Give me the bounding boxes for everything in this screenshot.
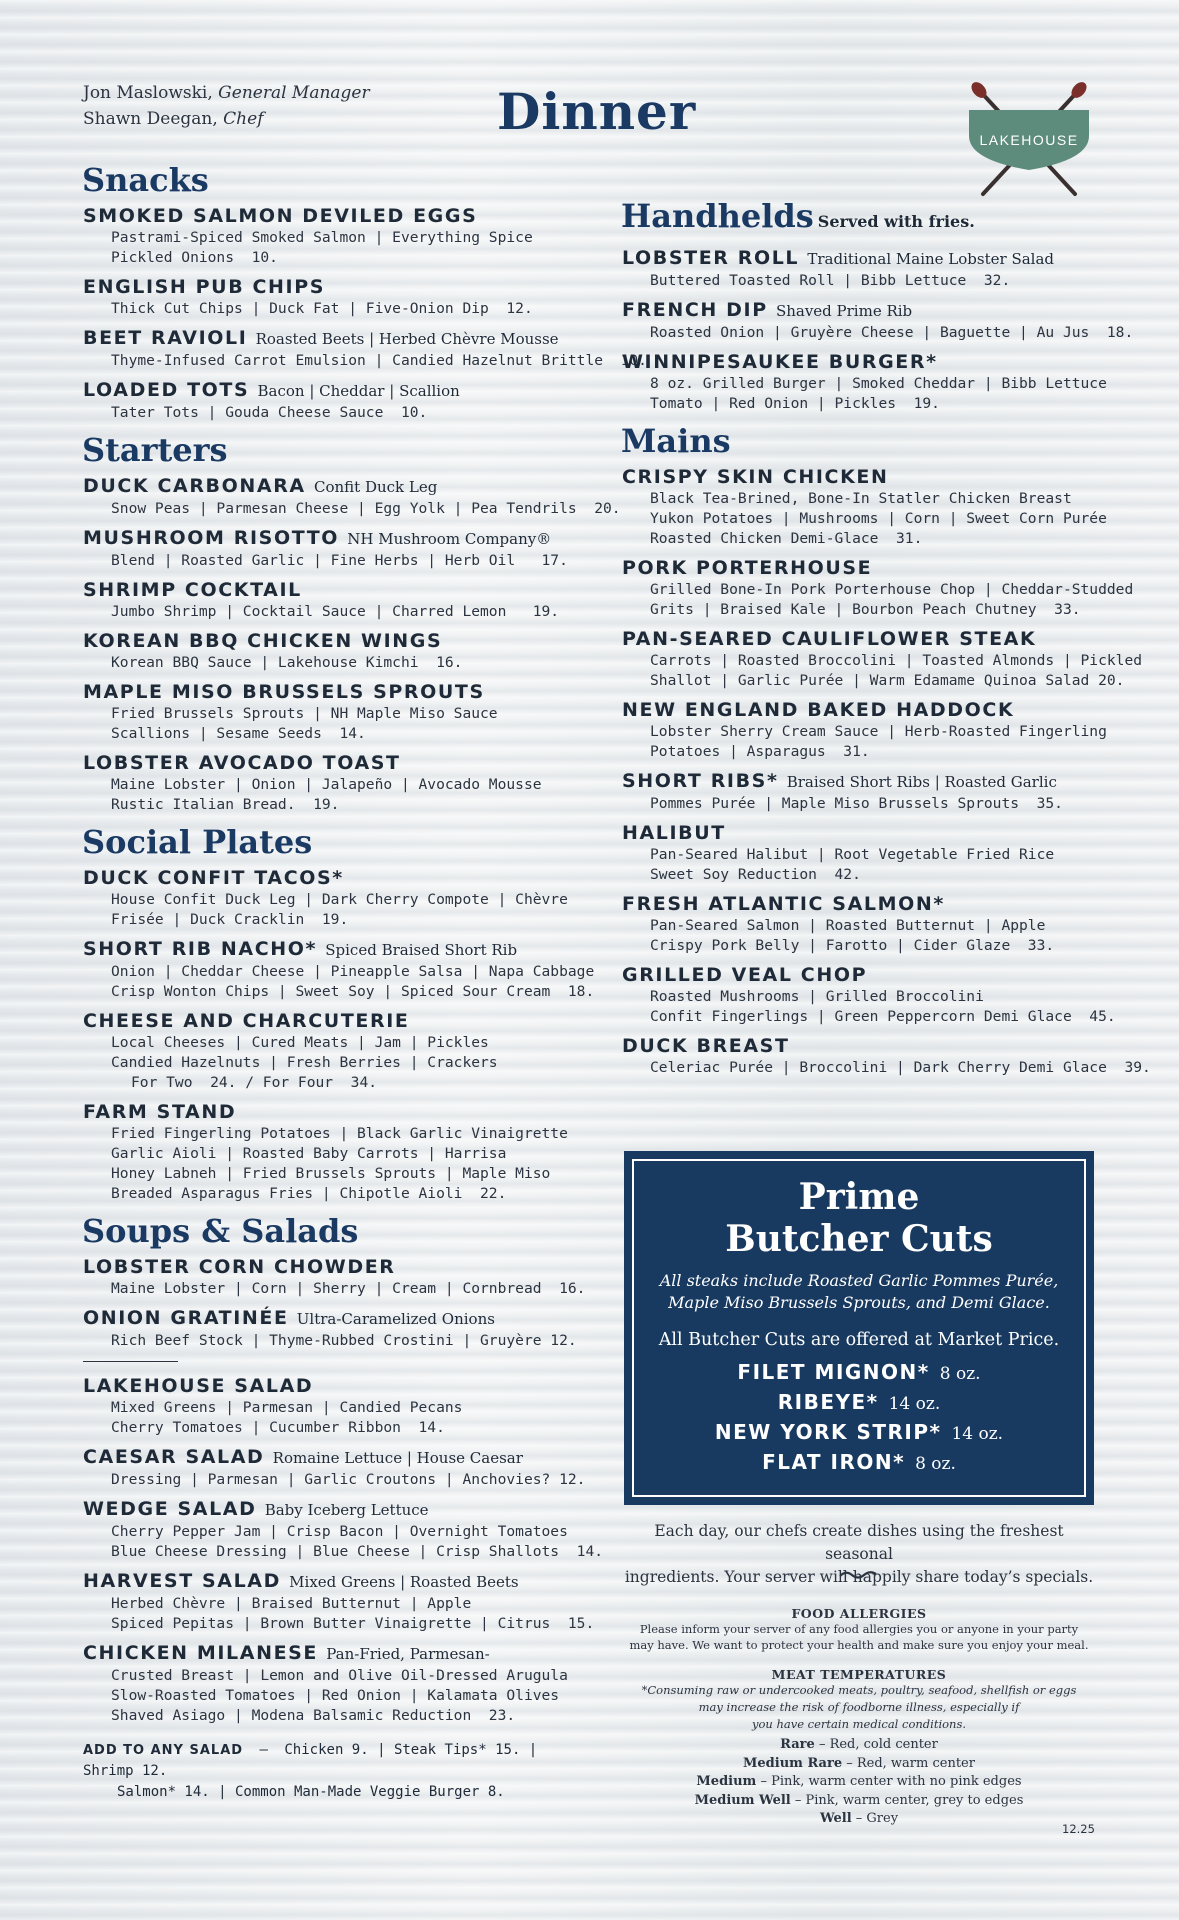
menu-item-name	[622, 246, 1102, 271]
menu-item-title: SMOKED SALMON DEVILED EGGS	[83, 205, 478, 227]
menu-item-description: Pickled Onions 10.	[111, 249, 278, 266]
menu-item-name	[83, 1374, 563, 1398]
menu-item-title: FRESH ATLANTIC SALMON*	[622, 893, 945, 915]
allergy-line-1: Please inform your server of any food allergies you or anyone in your party	[639, 1622, 1079, 1636]
menu-item-name	[622, 627, 1102, 651]
menu-item-shrimp-cocktail	[83, 578, 563, 622]
menu-item-name	[622, 298, 1102, 323]
menu-item-inline-desc: Pan-Fried, Parmesan-	[326, 1645, 490, 1663]
menu-item-inline-desc: Traditional Maine Lobster Salad	[807, 250, 1055, 268]
butcher-cuts-list	[627, 1358, 1091, 1478]
temp-title: MEAT TEMPERATURES	[771, 1667, 947, 1682]
menu-item-lakehouse-salad	[83, 1374, 563, 1438]
menu-item-name	[83, 1306, 563, 1331]
handhelds-list	[622, 246, 1134, 414]
menu-item-inline-desc: Mixed Greens | Roasted Beets	[289, 1573, 519, 1591]
menu-item-name	[622, 821, 1102, 845]
menu-item-description: Garlic Aioli | Roasted Baby Carrots | Harrisa	[111, 1145, 507, 1162]
menu-item-description: Pan-Seared Halibut | Root Vegetable Fried Rice	[650, 846, 1055, 863]
menu-item-description: Celeriac Purée | Broccolini | Dark Cherry Demi Glace 39.	[650, 1059, 1151, 1076]
menu-item-title: DUCK BREAST	[622, 1035, 790, 1057]
menu-item-name	[83, 326, 563, 351]
temp-note-1: *Consuming raw or undercooked meats, poultry, seafood, shellfish or eggs	[641, 1683, 1077, 1697]
menu-item-description: Crusted Breast | Lemon and Olive Oil-Dressed Arugula	[111, 1667, 568, 1684]
menu-item-name	[83, 526, 563, 551]
butcher-cut-weight: 14 oz.	[888, 1394, 941, 1414]
menu-item-smoked-salmon-deviled-eggs	[83, 204, 563, 268]
menu-item-description: Confit Fingerlings | Green Peppercorn Demi Glace 45.	[650, 1008, 1116, 1025]
temp-note-2: may increase the risk of foodborne illness, especially if	[698, 1700, 1020, 1714]
menu-item-description: Candied Hazelnuts | Fresh Berries | Crackers	[111, 1054, 498, 1071]
menu-item-inline-desc: Confit Duck Leg	[313, 478, 438, 496]
menu-item-description: Roasted Onion | Gruyère Cheese | Baguette | Au Jus 18.	[650, 324, 1134, 341]
menu-item-description: Slow-Roasted Tomatoes | Red Onion | Kalamata Olives	[111, 1687, 560, 1704]
temp-row-rare	[612, 1736, 1106, 1755]
menu-item-french-dip	[622, 298, 1134, 343]
menu-item-inline-desc: Roasted Beets | Herbed Chèvre Mousse	[255, 330, 559, 348]
menu-item-pan-seared-cauliflower-steak	[622, 627, 1143, 691]
butcher-cut-name: FLAT IRON*	[762, 1450, 906, 1474]
menu-item-name	[622, 963, 1102, 987]
menu-item-title: SHRIMP COCKTAIL	[83, 579, 302, 601]
menu-item-description: Grilled Bone-In Pork Porterhouse Chop | Cheddar-Studded	[650, 581, 1134, 598]
menu-item-description: Honey Labneh | Fried Brussels Sprouts | Maple Miso	[111, 1165, 551, 1182]
menu-item-title: HARVEST SALAD	[83, 1570, 281, 1592]
menu-item-title: CHICKEN MILANESE	[83, 1642, 319, 1664]
menu-item-winnipesaukee-burger	[622, 350, 1107, 414]
menu-item-description: Thyme-Infused Carrot Emulsion | Candied Hazelnut Brittle 10.	[111, 352, 647, 369]
menu-item-inline-desc: Spiced Braised Short Rib	[325, 941, 518, 959]
menu-item-cheese-and-charcuterie	[83, 1009, 563, 1093]
menu-item-short-rib-nacho	[83, 937, 595, 1002]
butcher-cut-weight: 14 oz.	[951, 1424, 1004, 1444]
left-column	[82, 160, 647, 1803]
menu-item-description: Blend | Roasted Garlic | Fine Herbs | Herb Oil 17.	[111, 552, 568, 569]
wave-divider-icon	[838, 1569, 878, 1581]
menu-item-beet-ravioli	[83, 326, 647, 371]
butcher-cut-filet-mignon	[627, 1358, 1091, 1388]
menu-item-fresh-atlantic-salmon	[622, 892, 1102, 956]
menu-item-harvest-salad	[83, 1569, 595, 1634]
menu-item-description: Crispy Pork Belly | Farotto | Cider Glaze 33.	[650, 937, 1055, 954]
menu-item-title: SHORT RIBS*	[622, 770, 779, 792]
menu-item-description: Buttered Toasted Roll | Bibb Lettuce 32.	[650, 272, 1011, 289]
temp-row-well	[612, 1810, 1106, 1829]
mains-list	[622, 465, 1151, 1078]
menu-item-name	[83, 1497, 563, 1522]
menu-item-halibut	[622, 821, 1102, 885]
menu-item-chicken-milanese	[83, 1641, 568, 1726]
menu-item-duck-confit-tacos	[83, 866, 568, 930]
butcher-cut-new-york-strip	[627, 1418, 1091, 1448]
butcher-cut-name: NEW YORK STRIP*	[714, 1420, 942, 1444]
management-credits	[83, 80, 370, 132]
menu-item-title: CRISPY SKIN CHICKEN	[622, 466, 889, 488]
chef-title: Chef	[223, 109, 264, 129]
salads-list	[83, 1374, 604, 1726]
temp-level: Rare	[780, 1737, 815, 1752]
menu-item-description: Potatoes | Asparagus 31.	[650, 743, 870, 760]
temp-description: – Pink, warm center, grey to edges	[790, 1792, 1024, 1808]
menu-item-description: Shallot | Garlic Purée | Warm Edamame Quinoa Salad 20.	[650, 672, 1125, 689]
menu-item-name	[622, 1034, 1102, 1058]
temp-level: Well	[819, 1811, 852, 1826]
menu-item-title: WINNIPESAUKEE BURGER*	[622, 351, 938, 373]
menu-item-description: Onion | Cheddar Cheese | Pineapple Salsa | Napa Cabbage	[111, 963, 595, 980]
menu-item-name	[83, 1641, 563, 1666]
menu-item-wedge-salad	[83, 1497, 604, 1562]
prime-title-line-1: Prime	[798, 1176, 920, 1218]
menu-item-loaded-tots	[83, 378, 563, 423]
section-title-handhelds	[621, 196, 1102, 242]
right-column	[621, 196, 1151, 1085]
page-title: Dinner	[497, 82, 697, 141]
menu-item-description: House Confit Duck Leg | Dark Cherry Compote | Chèvre	[111, 891, 568, 908]
handhelds-note: Served with fries.	[817, 212, 975, 231]
menu-item-title: KOREAN BBQ CHICKEN WINGS	[83, 630, 443, 652]
prime-market-price: All Butcher Cuts are offered at Market Price.	[658, 1330, 1060, 1350]
temp-row-medium-well	[612, 1792, 1106, 1811]
menu-item-pork-porterhouse	[622, 556, 1134, 620]
menu-item-title: LOADED TOTS	[83, 379, 250, 401]
menu-item-description: Crisp Wonton Chips | Sweet Soy | Spiced Sour Cream 18.	[111, 983, 595, 1000]
addon-label: ADD TO ANY SALAD	[83, 1743, 244, 1758]
prime-note	[627, 1270, 1091, 1314]
menu-item-name	[83, 474, 563, 499]
menu-item-title: WEDGE SALAD	[83, 1498, 257, 1520]
menu-item-description: Pommes Purée | Maple Miso Brussels Sprouts 35.	[650, 795, 1063, 812]
menu-item-short-ribs	[622, 769, 1102, 814]
menu-item-description: Scallions | Sesame Seeds 14.	[111, 725, 366, 742]
temp-row-medium	[612, 1773, 1106, 1792]
menu-item-inline-desc: Braised Short Ribs | Roasted Garlic	[786, 773, 1057, 791]
menu-item-name	[83, 937, 563, 962]
menu-item-english-pub-chips	[83, 275, 563, 319]
menu-item-name	[622, 892, 1102, 916]
menu-item-new-england-baked-haddock	[622, 698, 1107, 762]
temp-description: – Red, warm center	[842, 1755, 975, 1771]
butcher-cut-name: RIBEYE*	[777, 1390, 879, 1414]
menu-item-title: PORK PORTERHOUSE	[622, 557, 873, 579]
chef-name: Shawn Deegan,	[83, 109, 218, 129]
menu-item-description: Fried Fingerling Potatoes | Black Garlic Vinaigrette	[111, 1125, 568, 1142]
lakehouse-logo	[963, 82, 1095, 204]
allergy-line-2: may have. We want to protect your health and make sure you enjoy your meal.	[629, 1638, 1089, 1652]
menu-item-description: Snow Peas | Parmesan Cheese | Egg Yolk | Pea Tendrils 20.	[111, 500, 621, 517]
temp-level: Medium	[696, 1774, 757, 1789]
menu-item-name	[83, 204, 563, 228]
menu-item-title: SHORT RIB NACHO*	[83, 938, 318, 960]
menu-item-title: MAPLE MISO BRUSSELS SPROUTS	[83, 681, 485, 703]
manager-name: Jon Maslowski,	[83, 83, 213, 103]
meat-temperatures-list	[612, 1736, 1106, 1829]
menu-item-title: LOBSTER AVOCADO TOAST	[83, 752, 401, 774]
menu-item-onion-gratin-e	[83, 1306, 577, 1351]
menu-item-description: Maine Lobster | Corn | Sherry | Cream | Cornbread 16.	[111, 1280, 586, 1297]
daily-line-2: ingredients. Your server will happily share today’s specials.	[624, 1568, 1094, 1586]
menu-item-name	[83, 1445, 563, 1470]
menu-item-lobster-roll	[622, 246, 1102, 291]
menu-item-name	[83, 578, 563, 602]
temp-level: Medium Rare	[743, 1755, 843, 1771]
menu-item-name	[83, 680, 563, 704]
menu-item-description: Tater Tots | Gouda Cheese Sauce 10.	[111, 404, 428, 421]
menu-item-title: DUCK CONFIT TACOS*	[83, 867, 344, 889]
menu-item-maple-miso-brussels-sprouts	[83, 680, 563, 744]
menu-item-title: ENGLISH PUB CHIPS	[83, 276, 326, 298]
menu-item-inline-desc: Bacon | Cheddar | Scallion	[257, 382, 460, 400]
menu-item-description: Pan-Seared Salmon | Roasted Butternut | Apple	[650, 917, 1046, 934]
addon-line-1: Chicken 9. | Steak Tips* 15. | Shrimp 12.	[83, 1742, 538, 1779]
butcher-cut-ribeye	[627, 1388, 1091, 1418]
menu-item-description: Jumbo Shrimp | Cocktail Sauce | Charred Lemon 19.	[111, 603, 560, 620]
manager-title: General Manager	[218, 83, 370, 103]
allergy-info	[612, 1606, 1106, 1829]
menu-item-name	[83, 1569, 563, 1594]
menu-item-inline-desc: Romaine Lettuce | House Caesar	[272, 1449, 523, 1467]
butcher-cut-name: FILET MIGNON*	[737, 1360, 930, 1384]
menu-item-name	[83, 378, 563, 403]
menu-item-name	[622, 465, 1102, 489]
social-plates-list	[83, 866, 595, 1204]
prime-title-line-2: Butcher Cuts	[725, 1218, 993, 1260]
temp-description: – Red, cold center	[814, 1737, 938, 1752]
section-title-mains: Mains	[621, 422, 731, 460]
snacks-list	[83, 204, 647, 423]
menu-item-name	[622, 698, 1102, 722]
menu-item-name	[83, 866, 563, 890]
menu-item-name	[83, 1009, 563, 1033]
butcher-cut-weight: 8 oz.	[939, 1364, 981, 1384]
section-title-social-plates: Social Plates	[82, 823, 313, 861]
menu-item-description: Sweet Soy Reduction 42.	[650, 866, 861, 883]
section-title-starters: Starters	[82, 431, 228, 469]
temp-row-medium-rare	[612, 1755, 1106, 1774]
menu-item-title: BEET RAVIOLI	[83, 327, 248, 349]
menu-item-name	[83, 1255, 563, 1279]
section-title-snacks: Snacks	[82, 161, 209, 199]
menu-item-name	[622, 350, 1102, 374]
menu-item-description: Frisée | Duck Cracklin 19.	[111, 911, 349, 928]
menu-item-inline-desc: Baby Iceberg Lettuce	[264, 1501, 429, 1519]
menu-item-title: HALIBUT	[622, 822, 726, 844]
menu-item-description: Roasted Chicken Demi-Glace 31.	[650, 530, 923, 547]
menu-item-title: CAESAR SALAD	[83, 1446, 265, 1468]
menu-item-name	[622, 769, 1102, 794]
menu-item-title: ONION GRATINÉE	[83, 1307, 289, 1329]
addon-line-2: Salmon* 14. | Common Man-Made Veggie Burger 8.	[117, 1784, 505, 1800]
menu-item-description: Spiced Pepitas | Brown Butter Vinaigrette | Citrus 15.	[111, 1615, 595, 1632]
menu-version-code: 12.25	[1062, 1822, 1095, 1836]
menu-item-inline-desc: Ultra-Caramelized Onions	[296, 1310, 495, 1328]
menu-item-description: Dressing | Parmesan | Garlic Croutons | Anchovies? 12.	[111, 1471, 586, 1488]
menu-item-description: Black Tea-Brined, Bone-In Statler Chicken Breast	[650, 490, 1072, 507]
menu-item-title: MUSHROOM RISOTTO	[83, 527, 340, 549]
menu-item-lobster-avocado-toast	[83, 751, 563, 815]
menu-item-description: Lobster Sherry Cream Sauce | Herb-Roasted Fingerling	[650, 723, 1107, 740]
soups-list	[83, 1255, 586, 1351]
menu-item-description: Thick Cut Chips | Duck Fat | Five-Onion Dip 12.	[111, 300, 533, 317]
menu-item-title: LOBSTER ROLL	[622, 247, 800, 269]
menu-item-korean-bbq-chicken-wings	[83, 629, 563, 673]
menu-item-lobster-corn-chowder	[83, 1255, 586, 1299]
menu-item-title: GRILLED VEAL CHOP	[622, 964, 868, 986]
prime-note-line-1: All steaks include Roasted Garlic Pommes Purée,	[659, 1271, 1059, 1290]
menu-item-description: Mixed Greens | Parmesan | Candied Pecans	[111, 1399, 463, 1416]
temp-description: – Grey	[851, 1811, 899, 1826]
menu-item-title: CHEESE AND CHARCUTERIE	[83, 1010, 410, 1032]
prime-note-line-2: Maple Miso Brussels Sprouts, and Demi Glace.	[668, 1293, 1050, 1312]
menu-item-duck-breast	[622, 1034, 1151, 1078]
logo-text: LAKEHOUSE	[979, 132, 1079, 148]
menu-item-description: Local Cheeses | Cured Meats | Jam | Pickles	[111, 1034, 489, 1051]
menu-item-title: FRENCH DIP	[622, 299, 768, 321]
temp-note-3: you have certain medical conditions.	[751, 1717, 967, 1731]
menu-item-description: Rich Beef Stock | Thyme-Rubbed Crostini | Gruyère 12.	[111, 1332, 577, 1349]
menu-item-description: Pastrami-Spiced Smoked Salmon | Everything Spice	[111, 229, 533, 246]
section-title-soups-salads: Soups & Salads	[82, 1212, 359, 1250]
menu-item-description: Maine Lobster | Onion | Jalapeño | Avocado Mousse	[111, 776, 542, 793]
menu-item-description: Shaved Asiago | Modena Balsamic Reduction 23.	[111, 1707, 516, 1724]
menu-item-title: PAN-SEARED CAULIFLOWER STEAK	[622, 628, 1037, 650]
menu-item-description: Herbed Chèvre | Braised Butternut | Apple	[111, 1595, 472, 1612]
menu-item-title: NEW ENGLAND BAKED HADDOCK	[622, 699, 1015, 721]
salad-addons: ADD TO ANY SALAD — Chicken 9. | Steak Tips* 15. | Shrimp 12. Salmon* 14. | Common Man-Made Veggie Burger 8.	[83, 1740, 563, 1803]
menu-item-caesar-salad	[83, 1445, 586, 1490]
menu-item-name	[83, 629, 563, 653]
menu-item-description: Rustic Italian Bread. 19.	[111, 796, 340, 813]
butcher-cut-weight: 8 oz.	[915, 1454, 956, 1474]
menu-item-description: Fried Brussels Sprouts | NH Maple Miso Sauce	[111, 705, 498, 722]
menu-item-pricing: For Two 24. / For Four 34.	[131, 1074, 378, 1091]
temp-description: – Pink, warm center with no pink edges	[756, 1774, 1022, 1789]
temp-level: Medium Well	[694, 1792, 791, 1808]
menu-item-description: Cherry Pepper Jam | Crisp Bacon | Overnight Tomatoes	[111, 1523, 568, 1540]
menu-item-description: Tomato | Red Onion | Pickles 19.	[650, 395, 940, 412]
allergy-title: FOOD ALLERGIES	[791, 1606, 927, 1621]
daily-line-1: Each day, our chefs create dishes using the freshest seasonal	[654, 1522, 1064, 1563]
menu-item-title: FARM STAND	[83, 1101, 237, 1123]
menu-item-farm-stand	[83, 1100, 568, 1204]
handhelds-title-text: Handhelds	[621, 197, 814, 235]
starters-list	[83, 474, 621, 815]
menu-item-description: Carrots | Roasted Broccolini | Toasted Almonds | Pickled	[650, 652, 1143, 669]
menu-item-name	[622, 556, 1102, 580]
prime-title	[627, 1176, 1091, 1260]
menu-item-title: LAKEHOUSE SALAD	[83, 1375, 314, 1397]
prime-butcher-cuts-box	[624, 1151, 1094, 1505]
menu-item-description: Blue Cheese Dressing | Blue Cheese | Crisp Shallots 14.	[111, 1543, 604, 1560]
menu-item-title: DUCK CARBONARA	[83, 475, 306, 497]
menu-item-inline-desc: Shaved Prime Rib	[775, 302, 913, 320]
menu-item-inline-desc: NH Mushroom Company®	[347, 530, 552, 548]
section-divider	[83, 1361, 178, 1362]
menu-item-description: Grits | Braised Kale | Bourbon Peach Chutney 33.	[650, 601, 1081, 618]
menu-item-description: Korean BBQ Sauce | Lakehouse Kimchi 16.	[111, 654, 463, 671]
menu-item-description: Breaded Asparagus Fries | Chipotle Aioli 22.	[111, 1185, 507, 1202]
menu-item-name	[83, 751, 563, 775]
menu-item-duck-carbonara	[83, 474, 621, 519]
menu-item-name	[83, 1100, 563, 1124]
menu-item-title: LOBSTER CORN CHOWDER	[83, 1256, 396, 1278]
menu-item-name	[83, 275, 563, 299]
menu-item-description: Cherry Tomatoes | Cucumber Ribbon 14.	[111, 1419, 445, 1436]
menu-item-grilled-veal-chop	[622, 963, 1116, 1027]
menu-item-description: 8 oz. Grilled Burger | Smoked Cheddar | Bibb Lettuce	[650, 375, 1107, 392]
menu-item-description: Yukon Potatoes | Mushrooms | Corn | Sweet Corn Purée	[650, 510, 1107, 527]
menu-item-description: Roasted Mushrooms | Grilled Broccolini	[650, 988, 984, 1005]
butcher-cut-flat-iron	[627, 1448, 1091, 1478]
menu-item-crispy-skin-chicken	[622, 465, 1107, 549]
menu-item-mushroom-risotto	[83, 526, 568, 571]
